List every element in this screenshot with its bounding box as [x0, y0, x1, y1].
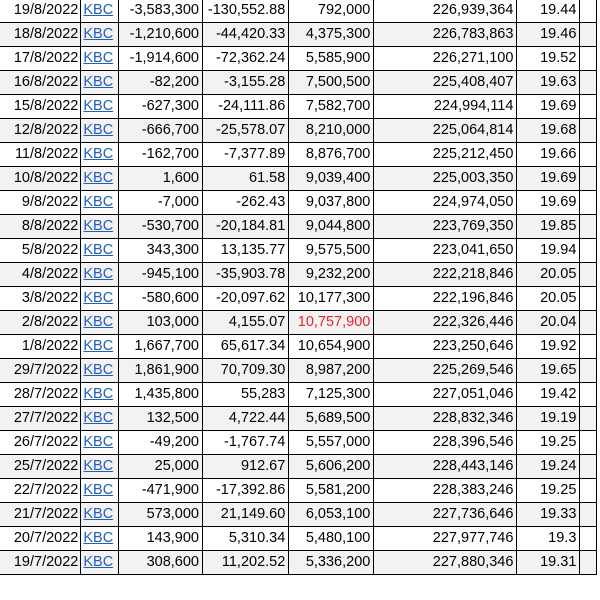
net-volume-cell: -471,900 [118, 479, 202, 503]
ticker-cell[interactable] [81, 287, 118, 311]
date-cell: 20/7/2022 [0, 527, 81, 551]
table-row [0, 191, 597, 215]
empty-cell [580, 311, 597, 335]
net-value-cell: 912.67 [202, 455, 288, 479]
table-row [0, 239, 597, 263]
net-volume-cell: -1,914,600 [118, 47, 202, 71]
empty-cell [580, 479, 597, 503]
ticker-cell[interactable] [81, 71, 118, 95]
volume-cell: 7,125,300 [289, 383, 374, 407]
room-cell: 223,041,650 [374, 239, 517, 263]
empty-cell [580, 407, 597, 431]
volume-cell: 7,500,500 [289, 71, 374, 95]
ticker-link[interactable]: KBC [83, 122, 114, 138]
ticker-link[interactable]: KBC [83, 2, 114, 18]
table-row [0, 215, 597, 239]
room-cell: 226,271,100 [374, 47, 517, 71]
ticker-link[interactable]: KBC [83, 410, 114, 426]
volume-cell: 8,876,700 [289, 143, 374, 167]
date-cell: 12/8/2022 [0, 119, 81, 143]
percent-cell: 19.69 [517, 167, 580, 191]
net-volume-cell: -7,000 [118, 191, 202, 215]
percent-cell: 20.05 [517, 263, 580, 287]
volume-cell: 9,037,800 [289, 191, 374, 215]
net-value-cell: -35,903.78 [202, 263, 288, 287]
room-cell: 228,832,346 [374, 407, 517, 431]
date-cell: 4/8/2022 [0, 263, 81, 287]
volume-cell: 9,232,200 [289, 263, 374, 287]
ticker-link[interactable]: KBC [83, 530, 114, 546]
empty-cell [580, 239, 597, 263]
date-cell: 8/8/2022 [0, 215, 81, 239]
percent-cell: 19.24 [517, 455, 580, 479]
volume-cell: 792,000 [289, 0, 374, 23]
percent-cell: 19.19 [517, 407, 580, 431]
room-cell: 223,250,646 [374, 335, 517, 359]
percent-cell: 19.31 [517, 551, 580, 575]
ticker-link[interactable]: KBC [83, 74, 114, 90]
net-volume-cell: -627,300 [118, 95, 202, 119]
net-volume-cell: -3,583,300 [118, 0, 202, 23]
net-volume-cell: 143,900 [118, 527, 202, 551]
net-volume-cell: 343,300 [118, 239, 202, 263]
empty-cell [580, 0, 597, 23]
net-value-cell: 4,155.07 [202, 311, 288, 335]
volume-cell: 5,581,200 [289, 479, 374, 503]
net-value-cell: -1,767.74 [202, 431, 288, 455]
ticker-cell[interactable] [81, 359, 118, 383]
empty-cell [580, 143, 597, 167]
net-volume-cell: -580,600 [118, 287, 202, 311]
empty-cell [580, 551, 597, 575]
ticker-cell[interactable] [81, 215, 118, 239]
date-cell: 16/8/2022 [0, 71, 81, 95]
net-value-cell: 11,202.52 [202, 551, 288, 575]
ticker-link[interactable]: KBC [83, 482, 114, 498]
net-volume-cell: -945,100 [118, 263, 202, 287]
date-cell: 25/7/2022 [0, 455, 81, 479]
ticker-link[interactable]: KBC [83, 50, 114, 66]
room-cell: 226,939,364 [374, 0, 517, 23]
net-value-cell: -44,420.33 [202, 23, 288, 47]
ticker-cell[interactable] [81, 119, 118, 143]
table-row [0, 287, 597, 311]
net-volume-cell: 308,600 [118, 551, 202, 575]
table-row [0, 23, 597, 47]
table-row [0, 455, 597, 479]
percent-cell: 19.3 [517, 527, 580, 551]
ticker-cell[interactable] [81, 431, 118, 455]
date-cell: 29/7/2022 [0, 359, 81, 383]
ticker-cell[interactable] [81, 503, 118, 527]
net-value-cell: -20,097.62 [202, 287, 288, 311]
room-cell: 227,977,746 [374, 527, 517, 551]
ticker-cell[interactable] [81, 47, 118, 71]
volume-cell: 10,177,300 [289, 287, 374, 311]
net-volume-cell: 1,435,800 [118, 383, 202, 407]
net-value-cell: -3,155.28 [202, 71, 288, 95]
percent-cell: 19.92 [517, 335, 580, 359]
volume-cell: 9,039,400 [289, 167, 374, 191]
volume-cell: 10,757,900 [289, 311, 374, 335]
empty-cell [580, 455, 597, 479]
table-row [0, 263, 597, 287]
ticker-cell[interactable] [81, 335, 118, 359]
date-cell: 3/8/2022 [0, 287, 81, 311]
percent-cell: 19.69 [517, 95, 580, 119]
ticker-cell[interactable] [81, 0, 118, 23]
table-row [0, 431, 597, 455]
empty-cell [580, 47, 597, 71]
volume-cell: 5,606,200 [289, 455, 374, 479]
date-cell: 27/7/2022 [0, 407, 81, 431]
table-row [0, 335, 597, 359]
net-value-cell: 70,709.30 [202, 359, 288, 383]
date-cell: 11/8/2022 [0, 143, 81, 167]
empty-cell [580, 119, 597, 143]
empty-cell [580, 215, 597, 239]
ticker-cell[interactable] [81, 479, 118, 503]
percent-cell: 19.69 [517, 191, 580, 215]
percent-cell: 19.46 [517, 23, 580, 47]
table-row [0, 95, 597, 119]
date-cell: 15/8/2022 [0, 95, 81, 119]
table-row [0, 359, 597, 383]
volume-cell: 8,987,200 [289, 359, 374, 383]
room-cell: 227,736,646 [374, 503, 517, 527]
empty-cell [580, 359, 597, 383]
net-value-cell: 65,617.34 [202, 335, 288, 359]
date-cell: 21/7/2022 [0, 503, 81, 527]
table-row [0, 551, 597, 575]
date-cell: 28/7/2022 [0, 383, 81, 407]
room-cell: 225,408,407 [374, 71, 517, 95]
ticker-link[interactable]: KBC [83, 98, 114, 114]
volume-cell: 6,053,100 [289, 503, 374, 527]
table-row [0, 71, 597, 95]
ticker-cell[interactable] [81, 239, 118, 263]
ticker-cell[interactable] [81, 95, 118, 119]
net-value-cell: -24,111.86 [202, 95, 288, 119]
ticker-cell[interactable] [81, 383, 118, 407]
room-cell: 225,003,350 [374, 167, 517, 191]
net-value-cell: 61.58 [202, 167, 288, 191]
empty-cell [580, 287, 597, 311]
ticker-link[interactable]: KBC [83, 434, 114, 450]
net-volume-cell: -1,210,600 [118, 23, 202, 47]
net-volume-cell: -666,700 [118, 119, 202, 143]
empty-cell [580, 431, 597, 455]
volume-cell: 5,336,200 [289, 551, 374, 575]
ticker-link[interactable]: KBC [83, 218, 114, 234]
date-cell: 2/8/2022 [0, 311, 81, 335]
percent-cell: 19.85 [517, 215, 580, 239]
percent-cell: 19.94 [517, 239, 580, 263]
empty-cell [580, 23, 597, 47]
ticker-link[interactable]: KBC [83, 26, 114, 42]
date-cell: 9/8/2022 [0, 191, 81, 215]
volume-cell: 7,582,700 [289, 95, 374, 119]
volume-cell: 5,585,900 [289, 47, 374, 71]
empty-cell [580, 167, 597, 191]
empty-cell [580, 263, 597, 287]
ticker-link[interactable]: KBC [83, 290, 114, 306]
net-value-cell: -72,362.24 [202, 47, 288, 71]
empty-cell [580, 95, 597, 119]
empty-cell [580, 383, 597, 407]
percent-cell: 19.33 [517, 503, 580, 527]
room-cell: 228,396,546 [374, 431, 517, 455]
ticker-cell[interactable] [81, 191, 118, 215]
percent-cell: 19.65 [517, 359, 580, 383]
net-value-cell: 13,135.77 [202, 239, 288, 263]
ticker-link[interactable]: KBC [83, 506, 114, 522]
volume-cell: 5,480,100 [289, 527, 374, 551]
empty-cell [580, 71, 597, 95]
net-volume-cell: -162,700 [118, 143, 202, 167]
date-cell: 1/8/2022 [0, 335, 81, 359]
ticker-cell[interactable] [81, 311, 118, 335]
room-cell: 228,383,246 [374, 479, 517, 503]
table-row [0, 167, 597, 191]
percent-cell: 20.04 [517, 311, 580, 335]
percent-cell: 20.05 [517, 287, 580, 311]
ticker-cell[interactable] [81, 263, 118, 287]
ticker-cell[interactable] [81, 23, 118, 47]
volume-cell: 5,689,500 [289, 407, 374, 431]
room-cell: 227,880,346 [374, 551, 517, 575]
net-volume-cell: 132,500 [118, 407, 202, 431]
ticker-cell[interactable] [81, 551, 118, 575]
date-cell: 19/8/2022 [0, 0, 81, 23]
date-cell: 22/7/2022 [0, 479, 81, 503]
volume-cell: 9,044,800 [289, 215, 374, 239]
table-row [0, 47, 597, 71]
date-cell: 18/8/2022 [0, 23, 81, 47]
ticker-cell[interactable] [81, 143, 118, 167]
room-cell: 226,783,863 [374, 23, 517, 47]
net-volume-cell: 25,000 [118, 455, 202, 479]
net-volume-cell: 573,000 [118, 503, 202, 527]
net-value-cell: 55,283 [202, 383, 288, 407]
volume-cell: 5,557,000 [289, 431, 374, 455]
room-cell: 225,064,814 [374, 119, 517, 143]
room-cell: 225,269,546 [374, 359, 517, 383]
net-value-cell: -130,552.88 [202, 0, 288, 23]
net-value-cell: 4,722.44 [202, 407, 288, 431]
table-row [0, 479, 597, 503]
net-value-cell: -7,377.89 [202, 143, 288, 167]
percent-cell: 19.63 [517, 71, 580, 95]
net-volume-cell: 103,000 [118, 311, 202, 335]
net-volume-cell: 1,861,900 [118, 359, 202, 383]
date-cell: 19/7/2022 [0, 551, 81, 575]
net-volume-cell: 1,667,700 [118, 335, 202, 359]
ticker-cell[interactable] [81, 167, 118, 191]
net-volume-cell: -82,200 [118, 71, 202, 95]
empty-cell [580, 503, 597, 527]
net-value-cell: -262.43 [202, 191, 288, 215]
room-cell: 225,212,450 [374, 143, 517, 167]
ticker-link[interactable]: KBC [83, 170, 114, 186]
empty-cell [580, 335, 597, 359]
room-cell: 222,326,446 [374, 311, 517, 335]
net-value-cell: -25,578.07 [202, 119, 288, 143]
percent-cell: 19.68 [517, 119, 580, 143]
room-cell: 224,974,050 [374, 191, 517, 215]
date-cell: 5/8/2022 [0, 239, 81, 263]
ticker-link[interactable]: KBC [83, 194, 114, 210]
percent-cell: 19.66 [517, 143, 580, 167]
room-cell: 222,218,846 [374, 263, 517, 287]
table-row [0, 0, 597, 23]
volume-cell: 10,654,900 [289, 335, 374, 359]
net-value-cell: -20,184.81 [202, 215, 288, 239]
table-row [0, 383, 597, 407]
empty-cell [580, 527, 597, 551]
table-row [0, 503, 597, 527]
date-cell: 17/8/2022 [0, 47, 81, 71]
ticker-link[interactable]: KBC [83, 146, 114, 162]
net-value-cell: -17,392.86 [202, 479, 288, 503]
ticker-link[interactable]: KBC [83, 386, 114, 402]
volume-cell: 8,210,000 [289, 119, 374, 143]
room-cell: 227,051,046 [374, 383, 517, 407]
ticker-link[interactable]: KBC [83, 458, 114, 474]
table-row [0, 407, 597, 431]
room-cell: 228,443,146 [374, 455, 517, 479]
ticker-cell[interactable] [81, 407, 118, 431]
ticker-link[interactable]: KBC [83, 338, 114, 354]
volume-cell: 4,375,300 [289, 23, 374, 47]
date-cell: 26/7/2022 [0, 431, 81, 455]
percent-cell: 19.25 [517, 431, 580, 455]
net-volume-cell: -530,700 [118, 215, 202, 239]
room-cell: 224,994,114 [374, 95, 517, 119]
room-cell: 222,196,846 [374, 287, 517, 311]
table-row [0, 311, 597, 335]
net-volume-cell: 1,600 [118, 167, 202, 191]
net-value-cell: 21,149.60 [202, 503, 288, 527]
room-cell: 223,769,350 [374, 215, 517, 239]
percent-cell: 19.25 [517, 479, 580, 503]
ticker-link[interactable]: KBC [83, 554, 114, 570]
percent-cell: 19.52 [517, 47, 580, 71]
ticker-cell[interactable] [81, 455, 118, 479]
ticker-link[interactable]: KBC [83, 266, 114, 282]
net-volume-cell: -49,200 [118, 431, 202, 455]
table-row [0, 119, 597, 143]
empty-cell [580, 191, 597, 215]
ticker-cell[interactable] [81, 527, 118, 551]
percent-cell: 19.44 [517, 0, 580, 23]
percent-cell: 19.42 [517, 383, 580, 407]
volume-cell: 9,575,500 [289, 239, 374, 263]
table-row [0, 527, 597, 551]
date-cell: 10/8/2022 [0, 167, 81, 191]
table-row [0, 143, 597, 167]
ticker-link[interactable]: KBC [83, 362, 114, 378]
ticker-link[interactable]: KBC [83, 314, 114, 330]
net-value-cell: 5,310.34 [202, 527, 288, 551]
ticker-link[interactable]: KBC [83, 242, 114, 258]
